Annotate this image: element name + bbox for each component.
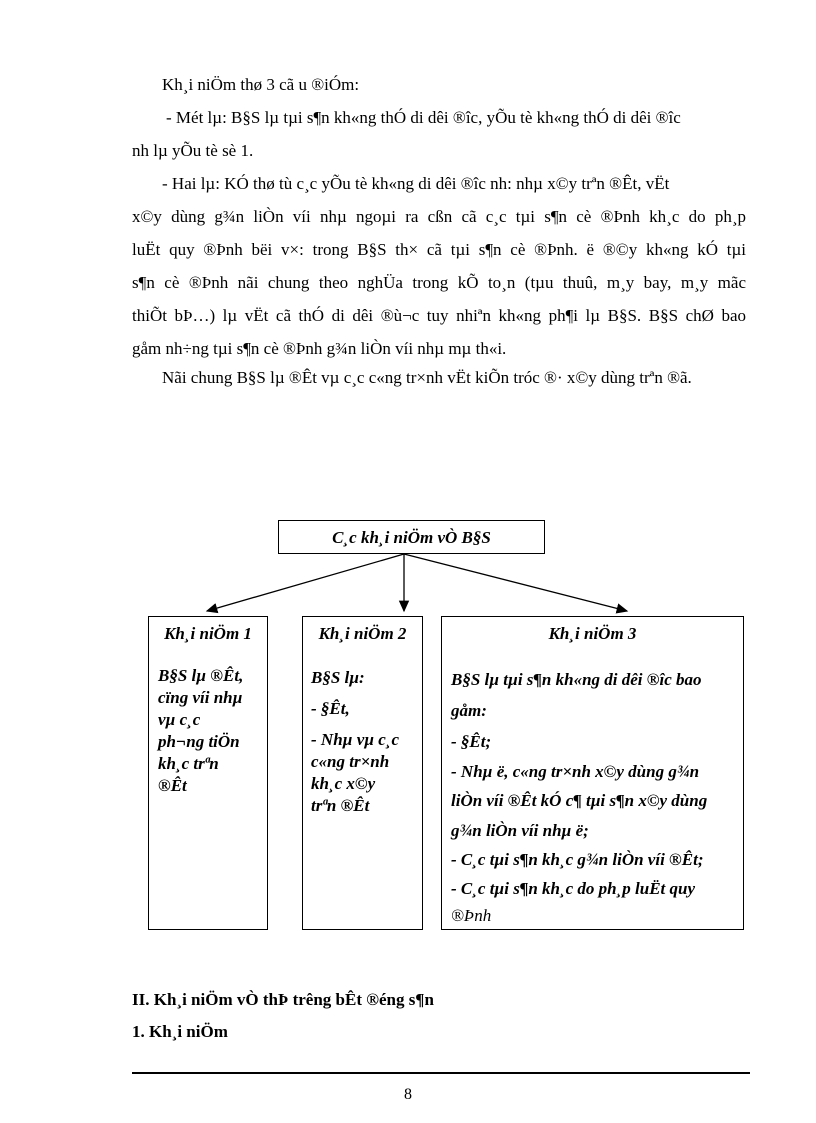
diagram-root-title: C¸c kh¸i niÖm vÒ B§S [332,528,491,547]
concept-box-3-line: ®Þnh [451,906,492,925]
concept-box-2-line: - Nhµ vµ c¸c [311,730,400,749]
concept-box-3-line: - C¸c tµi s¶n kh¸c do ph¸p luËt quy [451,879,696,898]
concept-box-2 [302,616,423,930]
concept-box-3-title: Kh¸i niÖm 3 [548,624,637,643]
concept-box-3-line: liÒn víi ®Êt kÓ c¶ tµi s¶n x©y dùng [451,791,708,810]
concept-box-1-line: B§S lµ ®Êt, [158,666,244,685]
concept-box-1-line: vµ c¸c [158,710,201,729]
paragraph-line: - Mét lµ: B§S lµ tµi s¶n kh«ng thÓ di dêi ®îc, yÕu tè kh«ng thÓ di dêi ®îc [166,108,681,127]
paragraph-line: nh lµ yÕu tè sè 1. [132,141,254,160]
concept-box-3-line: B§S lµ tµi s¶n kh«ng di dêi ®îc bao [451,670,702,689]
arrow-to-box3 [404,554,627,611]
paragraph-line: Nãi chung B§S lµ ®Êt vµ c¸c c«ng tr×nh vËt kiÕn tróc ®· x©y dùng trªn ®ã. [162,368,692,387]
concept-box-3-line: - C¸c tµi s¶n kh¸c g¾n liÒn víi ®Êt; [451,850,704,869]
concept-box-3-line: gåm: [451,701,487,720]
concept-box-2-line: c«ng tr×nh [311,752,390,771]
paragraph-line: s¶n cè ®Þnh nãi chung theo nghÜa trong kÕ to¸n (tµu thuû, m¸y bay, m¸y mãc [132,273,746,292]
paragraph-line: gåm nh÷ng tµi s¶n cè ®Þnh g¾n liÒn víi nhµ mµ th«i. [132,339,507,358]
concept-box-1-line: ph¬ng tiÖn [158,732,240,751]
concept-box-2-title: Kh¸i niÖm 2 [318,624,407,643]
concept-box-3 [441,616,744,930]
diagram-root-box [278,520,545,554]
section-heading: II. Kh¸i niÖm vÒ thÞ trêng bÊt ®éng s¶n [132,990,434,1009]
concept-box-3-line: g¾n liÒn víi nhµ ë; [451,821,589,840]
concept-box-3-line: - Nhµ ë, c«ng tr×nh x©y dùng g¾n [451,762,700,781]
paragraph-line: thiÕt bÞ…) lµ vËt cã thÓ di dêi ®ù¬c tuy nhiªn kh«ng ph¶i lµ B§S. B§S chØ bao [132,306,746,325]
page-number: 8 [404,1086,412,1103]
concept-box-2-line: - §Êt, [311,699,350,718]
concept-box-2-line: kh¸c x©y [311,774,376,793]
paragraph-line: - Hai lµ: KÓ thø tù c¸c yÕu tè kh«ng di dêi ®îc nh: nhµ x©y trªn ®Êt, vËt [162,174,670,193]
concept-box-2-line: B§S lµ: [311,668,365,687]
subsection-heading: 1. Kh¸i niÖm [132,1022,228,1041]
concept-box-1 [148,616,268,930]
footer-rule [132,1072,750,1074]
paragraph-line: x©y dùng g¾n liÒn víi nhµ ngoµi ra cßn cã c¸c tµi s¶n cè ®Þnh kh¸c do ph¸p [132,207,746,226]
paragraph-line: luËt quy ®Þnh bëi v×: trong B§S th× cã tµi s¶n cè ®Þnh. ë ®©y kh«ng kÓ tµi [132,240,746,259]
concept-box-1-line: cïng víi nhµ [158,688,243,707]
concept-box-1-line: kh¸c trªn [158,754,219,773]
arrow-to-box1 [207,554,404,611]
concept-box-3-line: - §Êt; [451,732,492,751]
concept-box-1-line: ®Êt [158,776,187,795]
concept-box-1-title: Kh¸i niÖm 1 [164,624,252,643]
paragraph-line: Kh¸i niÖm thø 3 cã u ®iÓm: [162,75,360,94]
concept-box-2-line: trªn ®Êt [311,796,370,815]
